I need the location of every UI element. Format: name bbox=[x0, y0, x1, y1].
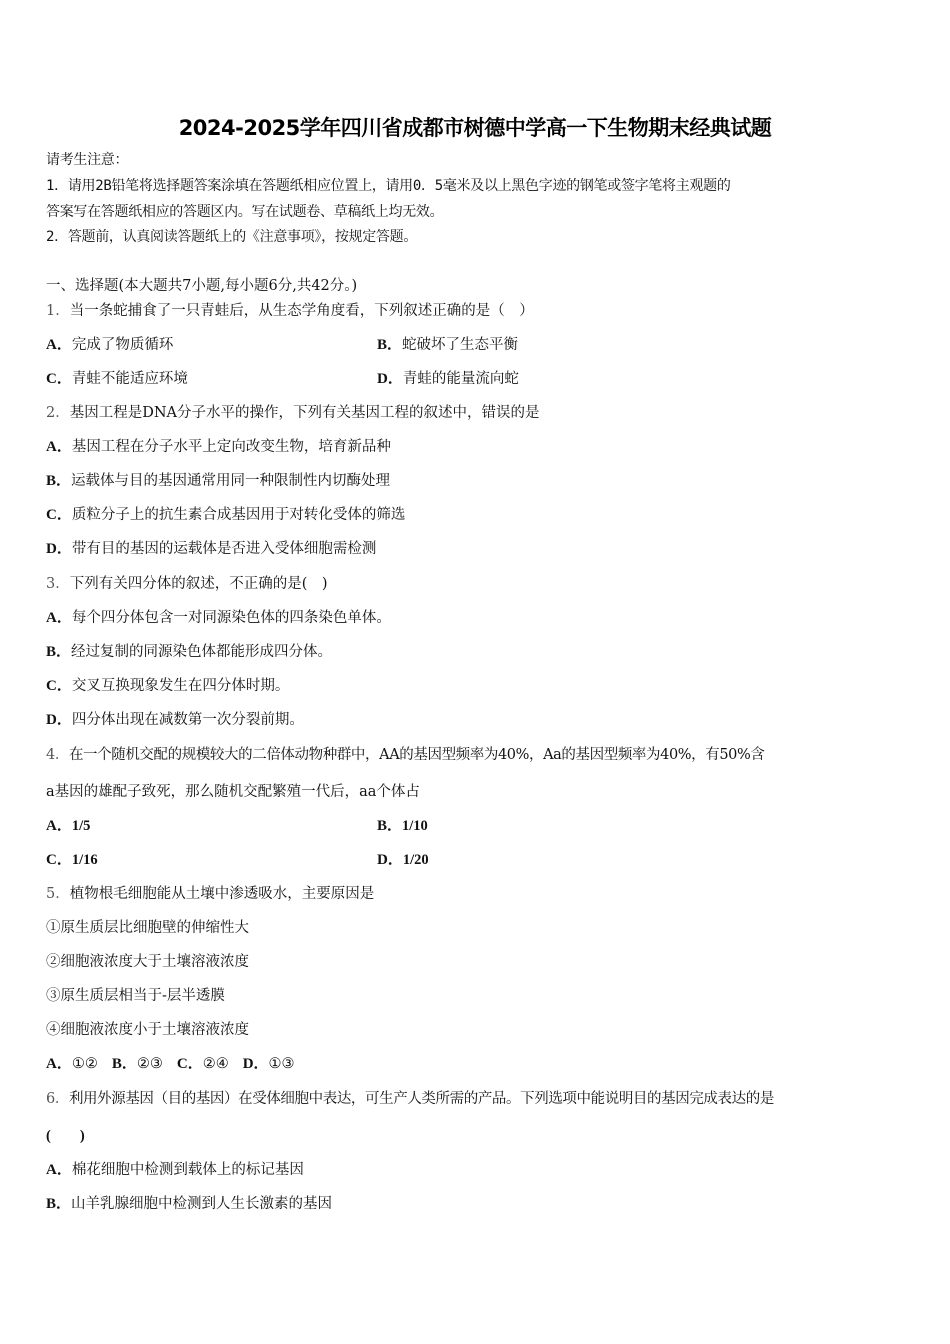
q2-option-c bbox=[46, 505, 405, 525]
q3-option-a bbox=[46, 608, 391, 628]
q1-option-d bbox=[377, 369, 519, 389]
option-text: 基因工程在分子水平上定向改变生物，培育新品种 bbox=[71, 439, 391, 455]
option-label: A． bbox=[46, 610, 72, 626]
question-5 bbox=[46, 884, 374, 904]
section-heading: 一、选择题(本大题共7小题,每小题6分,共42分。) bbox=[46, 278, 358, 294]
document-title: 2024-2025学年四川省成都市树德中学高一下生物期末经典试题 bbox=[178, 116, 772, 140]
option-label: A． bbox=[46, 337, 72, 353]
option-label: B． bbox=[377, 818, 403, 834]
q2-option-d bbox=[46, 539, 376, 559]
notice-heading: 请考生注意： bbox=[46, 152, 129, 168]
q2-option-b bbox=[46, 471, 390, 491]
question-stem: 植物根毛细胞能从土壤中渗透吸水，主要原因是 bbox=[69, 886, 375, 902]
option-text: 1/5 bbox=[71, 818, 91, 834]
option-label: D． bbox=[377, 852, 403, 868]
option-text: 山羊乳腺细胞中检测到人生长激素的基因 bbox=[71, 1196, 333, 1212]
question-6-answer-paren: ( ) bbox=[46, 1128, 85, 1144]
q2-option-a bbox=[46, 437, 391, 457]
question-6 bbox=[46, 1089, 774, 1109]
notice-item-1-cont: 答案写在答题纸相应的答题区内。写在试题卷、草稿纸上均无效。 bbox=[46, 204, 444, 220]
q1-option-a bbox=[46, 335, 173, 355]
question-number: 1． bbox=[46, 303, 70, 319]
option-label: A． bbox=[46, 818, 72, 834]
option-text: 运载体与目的基因通常用同一种限制性内切酶处理 bbox=[71, 473, 391, 489]
option-label: B． bbox=[46, 473, 72, 489]
q3-option-d bbox=[46, 710, 304, 730]
option-label: A． bbox=[46, 1056, 72, 1072]
question-number: 5． bbox=[46, 886, 70, 902]
question-2 bbox=[46, 403, 540, 423]
option-text: ②③ bbox=[136, 1056, 163, 1072]
q1-option-c bbox=[46, 369, 188, 389]
question-stem-line-1: 利用外源基因（目的基因）在受体细胞中表达，可生产人类所需的产品。下列选项中能说明目的基因完成表达的是 bbox=[68, 1091, 774, 1107]
question-1 bbox=[46, 301, 534, 321]
option-label: C． bbox=[46, 507, 72, 523]
option-text: 带有目的基因的运载体是否进入受体细胞需检测 bbox=[71, 541, 377, 557]
option-text: 蛇破坏了生态平衡 bbox=[402, 337, 519, 353]
q5-options bbox=[46, 1054, 295, 1074]
q6-option-b bbox=[46, 1194, 332, 1214]
option-label: C． bbox=[176, 1056, 203, 1072]
question-4 bbox=[46, 745, 764, 765]
question-number: 3． bbox=[46, 576, 70, 592]
option-text: 青蛙的能量流向蛇 bbox=[402, 371, 519, 387]
option-text: 1/20 bbox=[402, 852, 429, 868]
question-stem-line-1: 在一个随机交配的规模较大的二倍体动物种群中，AA的基因型频率为40%，Aa的基因型频率为40%，有50%含 bbox=[68, 747, 765, 763]
option-label: B． bbox=[46, 1196, 72, 1212]
q5-statement-3: ③原生质层相当于-层半透膜 bbox=[46, 988, 225, 1004]
q4-option-d bbox=[377, 850, 429, 870]
q4-option-c bbox=[46, 850, 98, 870]
option-label: D． bbox=[46, 712, 72, 728]
option-label: C． bbox=[46, 371, 72, 387]
q6-option-a bbox=[46, 1160, 304, 1180]
notice-item-1: 1．请用2B铅笔将选择题答案涂填在答题纸相应位置上，请用0．5毫米及以上黑色字迹的钢笔或签字笔将主观题的 bbox=[46, 178, 731, 194]
option-label: A． bbox=[46, 439, 72, 455]
option-text: 棉花细胞中检测到载体上的标记基因 bbox=[71, 1162, 304, 1178]
option-text: 交叉互换现象发生在四分体时期。 bbox=[71, 678, 290, 694]
q5-statement-4: ④细胞液浓度小于土壤溶液浓度 bbox=[46, 1022, 249, 1038]
question-stem: 当一条蛇捕食了一只青蛙后，从生态学角度看，下列叙述正确的是（ ） bbox=[69, 303, 534, 319]
q4-option-b bbox=[377, 816, 428, 836]
question-4-cont: a基因的雄配子致死，那么随机交配繁殖一代后，aa个体占 bbox=[46, 784, 420, 800]
option-label: B． bbox=[111, 1056, 137, 1072]
question-number: 2． bbox=[46, 405, 70, 421]
option-text: 每个四分体包含一对同源染色体的四条染色单体。 bbox=[71, 610, 391, 626]
option-label: C． bbox=[46, 852, 72, 868]
option-text: 1/16 bbox=[71, 852, 98, 868]
question-stem: 下列有关四分体的叙述，不正确的是( ) bbox=[69, 576, 328, 592]
option-label: A． bbox=[46, 1162, 72, 1178]
q1-option-b bbox=[377, 335, 518, 355]
option-text: 完成了物质循环 bbox=[71, 337, 174, 353]
option-label: D． bbox=[242, 1056, 269, 1072]
notice-item-2: 2．答题前，认真阅读答题纸上的《注意事项》，按规定答题。 bbox=[46, 229, 418, 245]
option-text: 四分体出现在减数第一次分裂前期。 bbox=[71, 712, 304, 728]
option-text: ①③ bbox=[268, 1056, 295, 1072]
question-number: 6． bbox=[46, 1091, 69, 1107]
q5-statement-2: ②细胞液浓度大于土壤溶液浓度 bbox=[46, 954, 249, 970]
option-label: B． bbox=[46, 644, 72, 660]
option-text: ①② bbox=[71, 1056, 98, 1072]
option-label: D． bbox=[377, 371, 403, 387]
q5-statement-1: ①原生质层比细胞壁的伸缩性大 bbox=[46, 920, 249, 936]
question-3 bbox=[46, 574, 328, 594]
option-text: 青蛙不能适应环境 bbox=[71, 371, 188, 387]
option-label: B． bbox=[377, 337, 403, 353]
q4-option-a bbox=[46, 816, 90, 836]
q3-option-c bbox=[46, 676, 289, 696]
option-text: 经过复制的同源染色体都能形成四分体。 bbox=[71, 644, 333, 660]
question-number: 4． bbox=[46, 747, 69, 763]
option-text: 质粒分子上的抗生素合成基因用于对转化受体的筛选 bbox=[71, 507, 406, 523]
option-label: D． bbox=[46, 541, 72, 557]
option-text: ②④ bbox=[202, 1056, 229, 1072]
option-label: C． bbox=[46, 678, 72, 694]
q3-option-b bbox=[46, 642, 332, 662]
option-text: 1/10 bbox=[402, 818, 428, 834]
question-stem: 基因工程是DNA分子水平的操作，下列有关基因工程的叙述中，错误的是 bbox=[69, 405, 540, 421]
